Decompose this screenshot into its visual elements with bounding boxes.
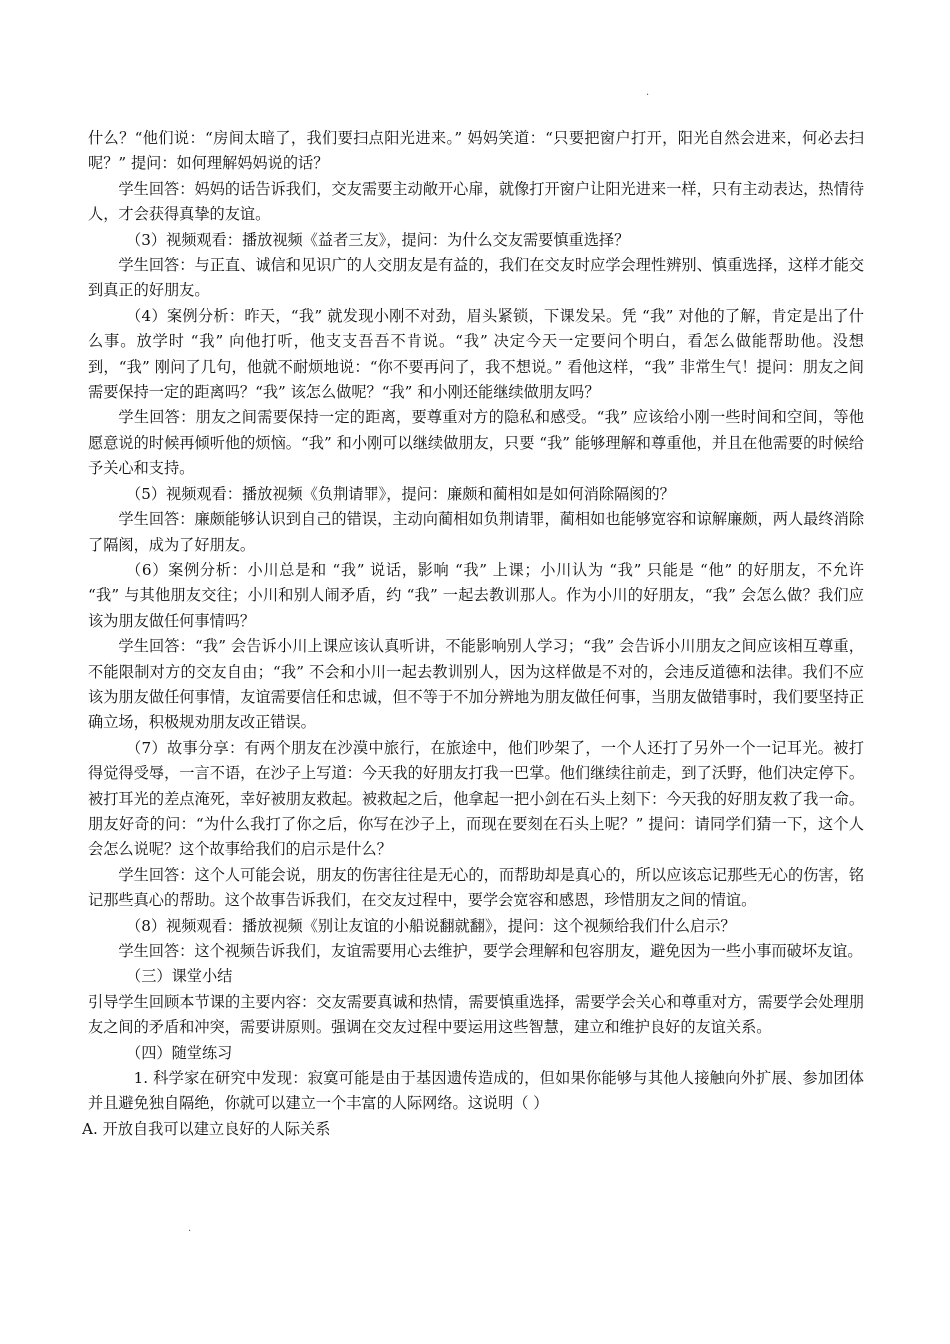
question-1-option-a: A. 开放自我可以建立良好的人际关系 bbox=[82, 1119, 331, 1138]
document-body bbox=[82, 126, 864, 1142]
question-1: 1. 科学家在研究中发现：寂寞可能是由于基因遗传造成的，但如果你能够与其他人接触向外扩展、参加团体并且避免独自隔绝，你就可以建立一个丰富的人际网络。这说明（ ） bbox=[88, 1069, 864, 1113]
paragraph-answer: 学生回答：妈妈的话告诉我们，交友需要主动敞开心扉，就像打开窗户让阳光进来一样，只有主动表达，热情待人，才会获得真挚的友谊。 bbox=[88, 179, 864, 224]
paragraph-answer: 学生回答：廉颇能够认识到自己的错误，主动向蔺相如负荆请罪，蔺相如也能够宽容和谅解廉颇，两人最终消除了隔阂，成为了好朋友。 bbox=[88, 510, 864, 554]
paragraph-summary: 引导学生回顾本节课的主要内容：交友需要真诚和热情，需要慎重选择，需要学会关心和尊重对方，需要学会处理朋友之间的矛盾和冲突，需要讲原则。强调在交友过程中要运用这些智慧，建立和维护良好的友谊关系。 bbox=[88, 992, 864, 1037]
paragraph-mom-story: 什么？“他们说：“房间太暗了，我们要扫点阳光进来。” 妈妈笑道：“只要把窗户打开，阳光自然会进来，何必去扫呢？” 提问：如何理解妈妈说的话？ bbox=[88, 129, 864, 173]
paragraph-answer: 学生回答：朋友之间需要保持一定的距离，要尊重对方的隐私和感受。“我” 应该给小刚一些时间和空间，等他愿意说的时候再倾听他的烦恼。“我” 和小刚可以继续做朋友，只要 “我” 能够理解和尊重他，并且在他需要的时候给予关心和支持。 bbox=[88, 408, 864, 478]
page-marker-bottom: · bbox=[188, 1226, 192, 1237]
paragraph-activity-4: （4）案例分析：昨天，“我” 就发现小刚不对劲，眉头紧锁，下课发呆。凭 “我” 对他的了解，肯定是出了什么事。放学时 “我” 向他打听，他支支吾吾不肯说。“我” 决定今天一定要问个明白，看怎么做能帮助他。没想到，“我” 刚问了几句，他就不耐烦地说：“你不要再问了，我不想说。” 看他这样，“我” 非常生气！提问：朋友之间需要保持一定的距离吗？“我” 该怎么做呢？“我” 和小刚还能继续做朋友吗？ bbox=[88, 306, 864, 402]
page-marker-top: · bbox=[646, 90, 650, 101]
paragraph-answer: 学生回答：这个视频告诉我们，友谊需要用心去维护，要学会理解和包容朋友，避免因为一些小事而破坏友谊。 bbox=[118, 942, 863, 960]
paragraph-activity-5: （5）视频观看：播放视频《负荆请罪》，提问：廉颇和蔺相如是如何消除隔阂的？ bbox=[126, 484, 675, 503]
section-heading-practice: （四）随堂练习 bbox=[126, 1043, 233, 1062]
paragraph-answer: 学生回答：与正直、诚信和见识广的人交朋友是有益的，我们在交友时应学会理性辨别、慎重选择，这样才能交到真正的好朋友。 bbox=[88, 256, 864, 300]
paragraph-answer: 学生回答：这个人可能会说，朋友的伤害往往是无心的，而帮助却是真心的，所以应该忘记那些无心的伤害，铭记那些真心的帮助。这个故事告诉我们，在交友过程中，要学会宽容和感恩，珍惜朋友之间的情谊。 bbox=[88, 865, 864, 910]
paragraph-activity-7: （7）故事分享：有两个朋友在沙漠中旅行，在旅途中，他们吵架了，一个人还打了另外一个一记耳光。被打得觉得受辱，一言不语，在沙子上写道：今天我的好朋友打我一巴掌。他们继续往前走，到了沃野，他们决定停下。被打耳光的差点淹死，幸好被朋友救起。被救起之后，他拿起一把小剑在石头上刻下：今天我的好朋友救了我一命。朋友好奇的问：“为什么我打了你之后，你写在沙子上，而现在要刻在石头上呢？” 提问：请同学们猜一下，这个人会怎么说呢？这个故事给我们的启示是什么？ bbox=[88, 738, 864, 859]
paragraph-activity-8: （8）视频观看：播放视频《别让友谊的小船说翻就翻》，提问：这个视频给我们什么启示？ bbox=[126, 916, 736, 935]
section-heading-summary: （三）课堂小结 bbox=[126, 967, 233, 986]
paragraph-answer: 学生回答：“我” 会告诉小川上课应该认真听讲，不能影响别人学习；“我” 会告诉小川朋友之间应该相互尊重，不能限制对方的交友自由；“我” 不会和小川一起去教训别人，因为这样做是不对的，会违反道德和法律。我们不应该为朋友做任何事情，友谊需要信任和忠诚，但不等于不加分辨地为朋友做任何事，当朋友做错事时，我们要坚持正确立场，积极规劝朋友改正错误。 bbox=[88, 637, 864, 732]
paragraph-activity-3: （3）视频观看：播放视频《益者三友》，提问：为什么交友需要慎重选择？ bbox=[126, 230, 630, 249]
paragraph-activity-6: （6）案例分析：小川总是和 “我” 说话，影响 “我” 上课；小川认为 “我” 只能是 “他” 的好朋友，不允许 “我” 与其他朋友交往；小川和别人闹矛盾，约 “我” 一起去教训那人。作为小川的好朋友，“我” 会怎么做？我们应该为朋友做任何事情吗？ bbox=[88, 560, 864, 630]
